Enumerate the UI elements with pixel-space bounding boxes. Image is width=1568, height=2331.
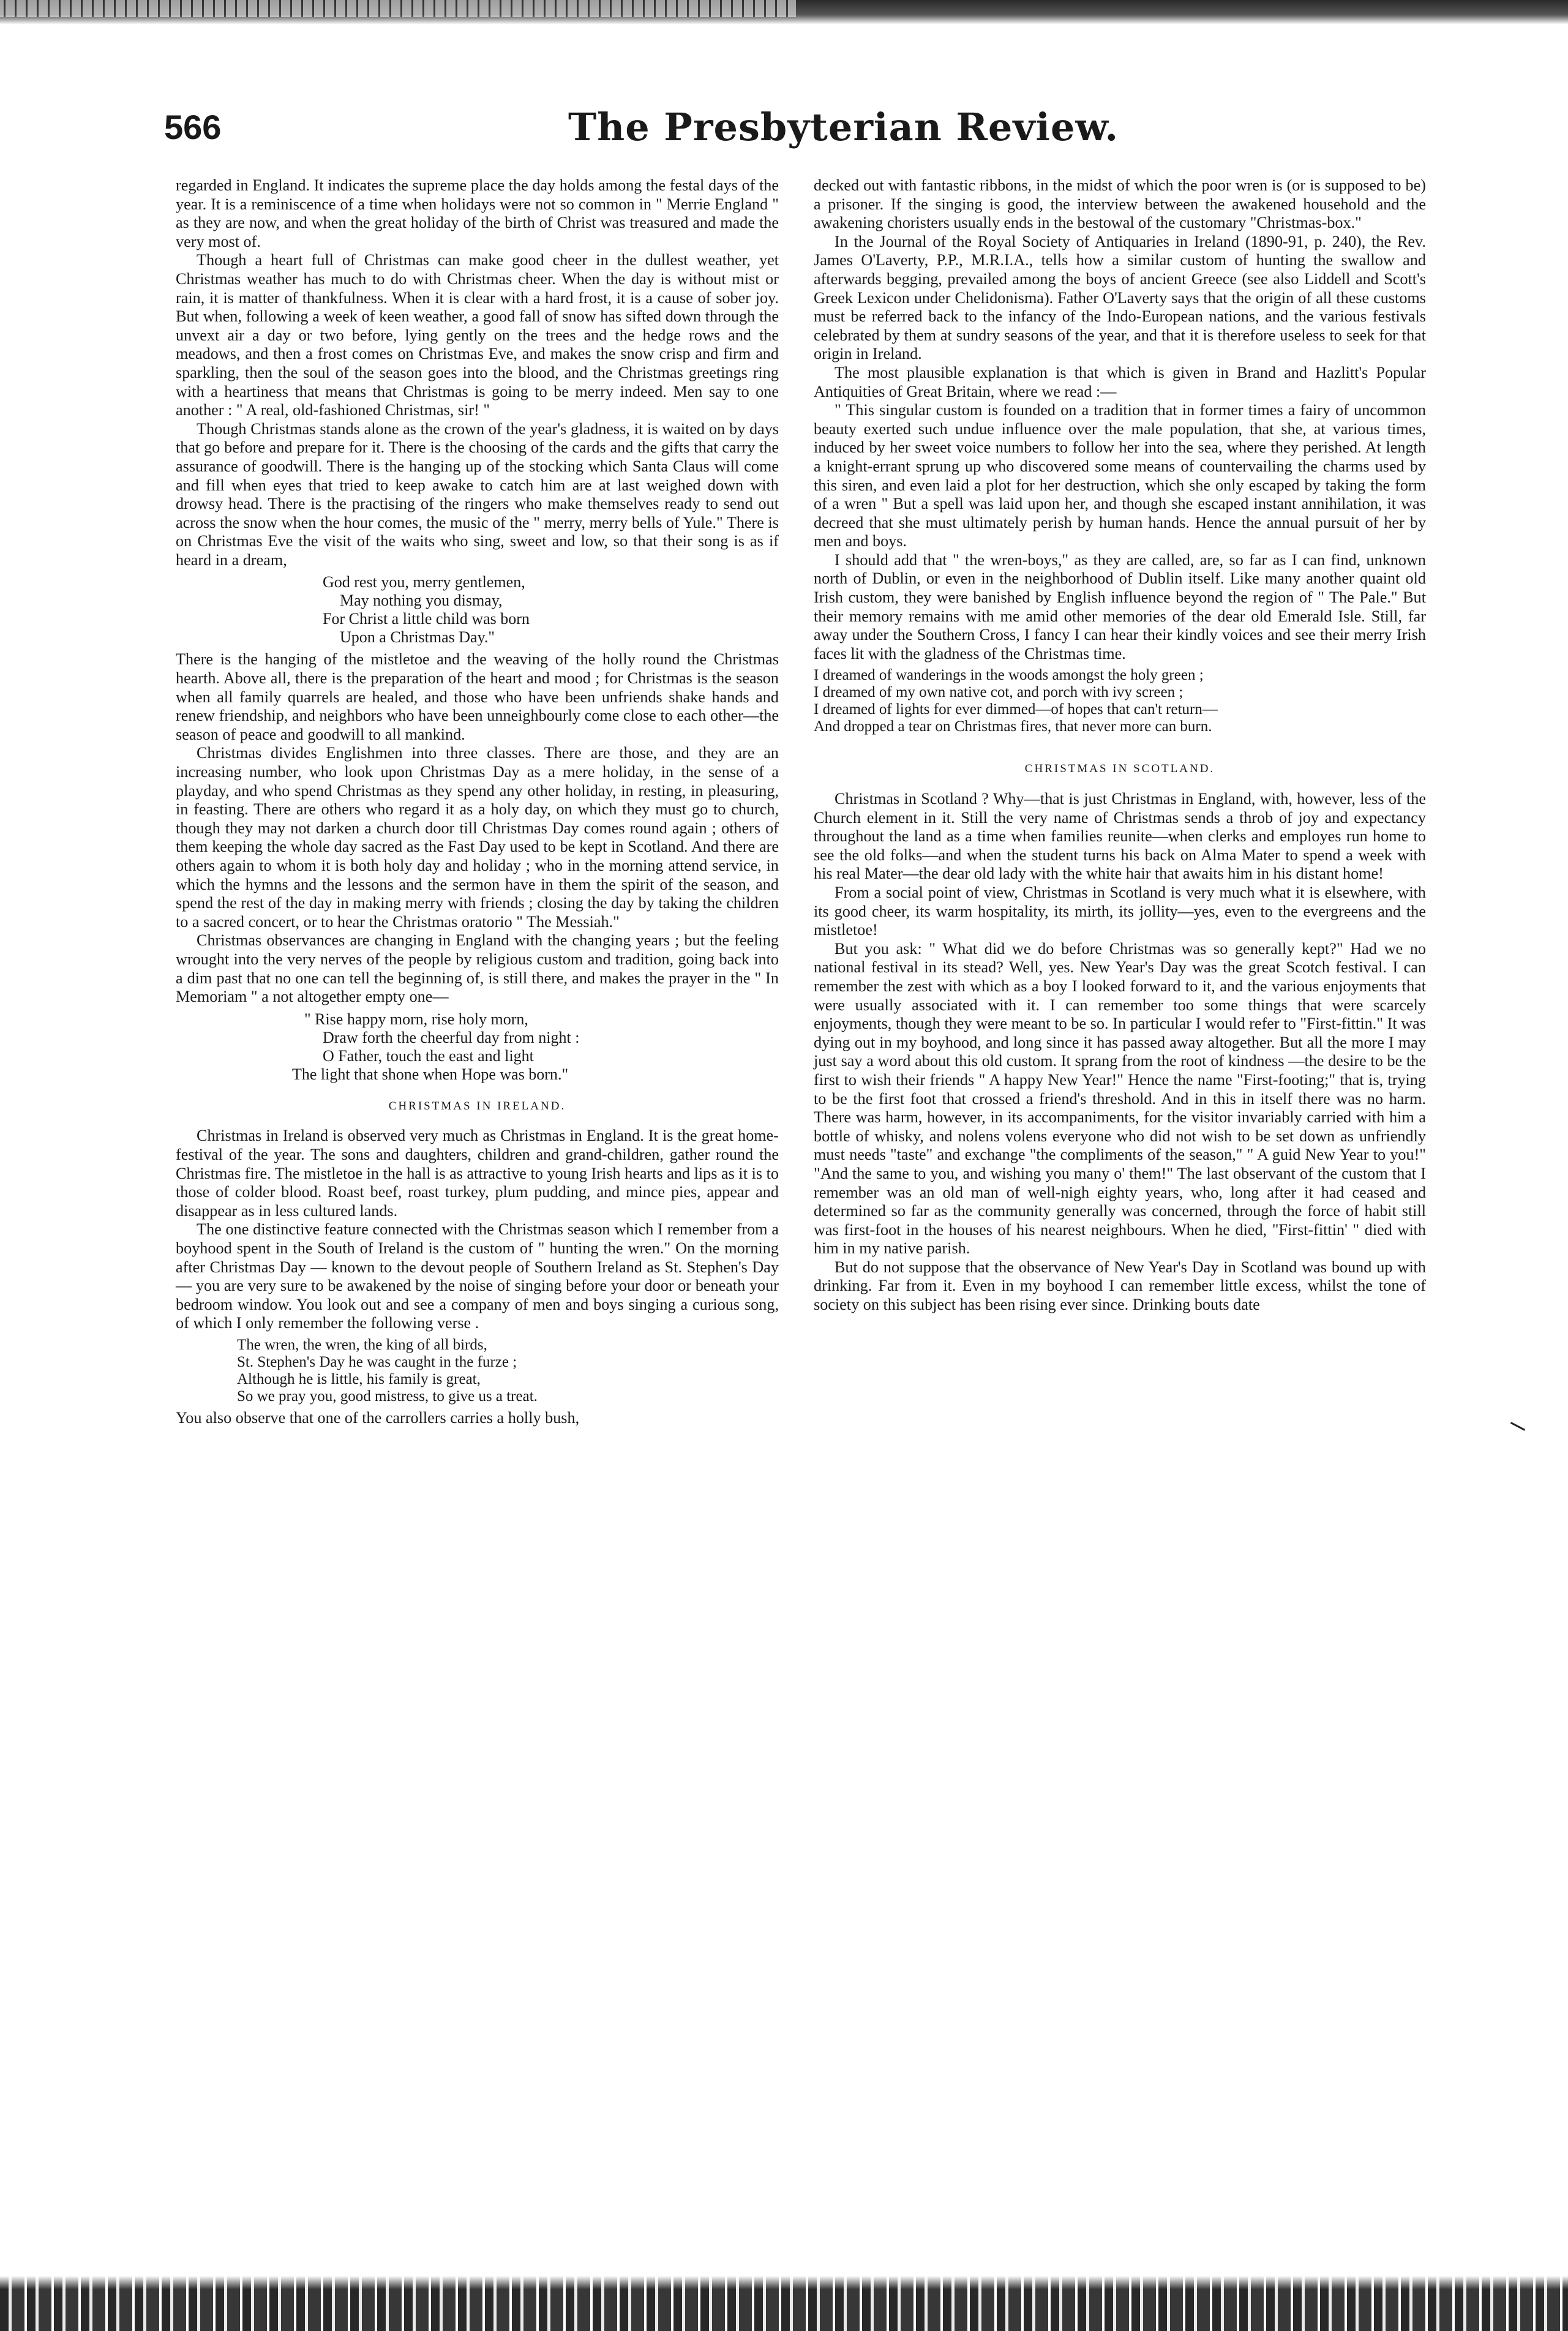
verse-line: So we pray you, good mistress, to give us a treat. — [237, 1387, 538, 1405]
verse-line: May nothing you dismay, — [340, 591, 503, 610]
verse-line: St. Stephen's Day he was caught in the furze ; — [237, 1353, 517, 1370]
verse-line: I dreamed of my own native cot, and porch with ivy screen ; — [814, 684, 1184, 701]
verse-line: O Father, touch the east and light — [323, 1046, 534, 1065]
scan-top-edge — [0, 0, 1568, 24]
verse-line: For Christ a little child was born — [323, 610, 530, 628]
paragraph: Though a heart full of Christmas can make good cheer in the dullest weather, yet Christmas weather has much to do with Christmas cheer. When the day is without mist or rain, it is matter of thankfulness. When it is clear with a hard frost, it is a cause of sober joy. But when, following a week of keen weather, a good fall of snow has sifted down through the unvext air a day or two before, lying gently on the trees and the hedge rows and the meadows, and then a frost comes on Christmas Eve, and makes the snow crisp and firm and sparkling, then the soul of the season goes into the blood, and the Christmas greetings ring with a heartiness that means that Christmas is going to be merry indeed. Men say to one another : " A real, old-fashioned Christmas, sir! " — [176, 251, 779, 419]
paragraph: Though Christmas stands alone as the crown of the year's gladness, it is waited on by days that go before and prepare for it. There is the choosing of the cards and the gifts that carry the assurance of goodwill. There is the hanging up of the stocking which Santa Claus will come and fill when eyes that tried to keep awake to catch him are at last weighed down with drowsy head. There is the practising of the ringers who make themselves ready to send out across the snow when the hour comes, the music of the " merry, merry bells of Yule." There is on Christmas Eve the visit of the waits who sing, sweet and low, so that their song is as if heard in a dream, — [176, 419, 779, 569]
paragraph: " This singular custom is founded on a tradition that in former times a fairy of uncommon beauty exerted such undue influence over the male population, that she, at various times, induced by her sweet voice numbers to follow her into the sea, where they perished. At length a knight-errant sprung up who discovered some means of countervailing the charms used by this siren, and even laid a plot for her destruction, which she only escaped by taking the form of a wren " But a spell was laid upon her, and though she escaped instant annihilation, it was decreed that she must ultimately perish by human hands. Hence the annual pursuit of her by men and boys. — [814, 401, 1426, 550]
verse-line: And dropped a tear on Christmas fires, that never more can burn. — [814, 718, 1212, 735]
paragraph: In the Journal of the Royal Society of Antiquaries in Ireland (1890-91, p. 240), the Rev. James O'Laverty, P.P., M.R.I.A., tells how a similar custom of hunting the swallow and afterwards begging, prevailed among the boys of ancient Greece (see also Liddell and Scott's Greek Lexicon under Chelidonisma). Father O'Laverty says that the origin of all these customs must be referred back to the infancy of the Indo-European nations, and the various festivals celebrated by them at sundry seasons of the year, and that it is therefore useless to seek for that origin in Ireland. — [814, 232, 1426, 363]
left-column — [176, 176, 779, 1427]
paragraph: From a social point of view, Christmas in Scotland is very much what it is elsewhere, with its good cheer, its warm hospitality, its mirth, its jollity—yes, even to the evergreens and the mistletoe! — [814, 884, 1426, 939]
paragraph: The one distinctive feature connected with the Christmas season which I remember from a boyhood spent in the South of Ireland is the custom of " hunting the wren." On the morning after Christmas Day — known to the devout people of Southern Ireland as St. Stephen's Day — you are very sure to be awakened by the noise of singing before your door or beneath your bedroom window. You look out and see a company of men and boys singing a curious song, of which I only remember the following verse . — [176, 1220, 779, 1332]
verse-line: Upon a Christmas Day." — [340, 628, 495, 647]
right-column — [814, 176, 1426, 1315]
scan-bottom-edge — [0, 2276, 1568, 2331]
verse-dreamed — [814, 667, 1426, 735]
paragraph: Christmas in Ireland is observed very much as Christmas in England. It is the great home-festival of the year. The sons and daughters, children and grand-children, gather round the Christmas fire. The mistletoe in the hall is as attractive to young Irish hearts and lips as it is to those of colder blood. Roast beef, roast turkey, plum pudding, and mince pies, appear and disappear as in less cultured lands. — [176, 1127, 779, 1220]
margin-mark — [1510, 1422, 1525, 1431]
paragraph: Christmas in Scotland ? Why—that is just Christmas in England, with, however, less of the Church element in it. Still the very name of Christmas sends a throb of joy and expectancy throughout the land as a time when families reunite—when clerks and employes run home to see the old folks—and when the student turns his back on Alma Mater to spend a week with his real Mater—the dear old lady with the white hair that awaits him in his distant home! — [814, 790, 1426, 883]
verse-line: God rest you, merry gentlemen, — [323, 573, 525, 591]
verse-line: " Rise happy morn, rise holy morn, — [304, 1010, 528, 1028]
section-heading-scotland: CHRISTMAS IN SCOTLAND. — [1024, 762, 1215, 776]
scan-bottom-fade — [0, 2276, 1568, 2289]
paragraph: But you ask: " What did we do before Christmas was so generally kept?" Had we no national festival in its stead? Well, yes. New Year's Day was the great Scotch festival. I can remember the zest with which as a boy I looked forward to it, and the various enjoyments that were usually associated with it. I can remember too some things that were scarcely enjoyments, though they were meant to be so. In particular I would refer to "First-fittin." It was dying out in my boyhood, and long since it has passed away altogether. But all the more I may just say a word about this old custom. It sprang from the root of kindness —the desire to be the first to wish their friends " A happy New Year!" Hence the name "First-footing;" that is, trying to be the first foot that crossed a friend's threshold. And in this in itself there was no harm. There was harm, however, in its accompaniments, for the visitor invariably carried with him a bottle of whisky, and nolens volens everyone who did not wish to be set down as unfriendly must needs "taste" and exchange "the compliments of the season," " A guid New Year to you!" "And the same to you, and wishing you many o' them!" The last observant of the custom that I remember was an old man of well-nigh eighty years, who, long after it had ceased and determined so far as the community generally was concerned, through the force of habit still was first-foot in the houses of his nearest neighbours. When he died, "First-fittin' " died with him in my native parish. — [814, 939, 1426, 1258]
paragraph: decked out with fantastic ribbons, in the midst of which the poor wren is (or is supposed to be) a prisoner. If the singing is good, the interview between the awakened household and the awakening choristers usually ends in the bestowal of the customary "Christmas-box." — [814, 176, 1426, 232]
paragraph: Christmas observances are changing in England with the changing years ; but the feeling wrought into the very nerves of the people by religious custom and tradition, going back into a dim past that no one can tell the beginning of, is still there, and makes the prayer in the " In Memoriam " a not altogether empty one— — [176, 931, 779, 1006]
verse-line: Although he is little, his family is great, — [237, 1370, 481, 1387]
paragraph: But do not suppose that the observance of New Year's Day in Scotland was bound up with drinking. Far from it. Even in my boyhood I can remember little excess, whilst the tone of society on this subject has been rising ever since. Drinking bouts date — [814, 1258, 1426, 1314]
paragraph: I should add that " the wren-boys," as they are called, are, so far as I can find, unknown north of Dublin, or even in the neighborhood of Dublin itself. Like many another quaint old Irish custom, they were banished by English influence beyond the region of " The Pale." But their memory remains with me amid other memories of the dear old Emerald Isle. Still, far away under the Southern Cross, I fancy I can hear their kindly voices and see their merry Irish faces lit with the gladness of the Christmas time. — [814, 550, 1426, 663]
verse-line: Draw forth the cheerful day from night : — [323, 1028, 580, 1046]
verse-line: I dreamed of wanderings in the woods amongst the holy green ; — [814, 667, 1204, 684]
verse-wren-song — [237, 1337, 779, 1405]
paragraph: You also observe that one of the carrollers carries a holly bush, — [176, 1408, 580, 1427]
running-title: The Presbyterian Review. — [568, 105, 1119, 149]
verse-line: The wren, the wren, the king of all birds, — [237, 1336, 487, 1353]
paragraph: There is the hanging of the mistletoe and the weaving of the holly round the Christmas hearth. Above all, there is the preparation of the heart and mood ; for Christmas is the season when all family quarrels are healed, and those who have been unfriends shake hands and renew friendship, and neighbors who have been unneighbourly come close to each other—the season of peace and goodwill to all mankind. — [176, 650, 779, 743]
verse-line: I dreamed of lights for ever dimmed—of hopes that can't return— — [814, 701, 1218, 718]
paragraph: The most plausible explanation is that which is given in Brand and Hazlitt's Popular Antiquities of Great Britain, where we read :— — [814, 363, 1426, 400]
paragraph: regarded in England. It indicates the supreme place the day holds among the festal days of the year. It is a reminiscence of a time when holidays were not so common in " Merrie England " as they are now, and when the great holiday of the birth of Christ was treasured and made the very most of. — [176, 176, 779, 250]
paragraph: Christmas divides Englishmen into three classes. There are those, and they are an increasing number, who look upon Christmas Day as a mere holiday, in the sense of a playday, and who spend Christmas as they spend any other holiday, in resting, in pleasuring, in feasting. There are others who regard it as a holy day, on which they must go to church, though they may not darken a church door till Christmas Day comes round again ; others of them keeping the whole day sacred as the Fast Day used to be kept in Scotland. And there are others again to whom it is both holy day and holiday ; who in the morning attend service, in which the hymns and the lessons and the sermon have in them the spirit of the season, and spend the rest of the day in making merry with friends ; closing the day by taking the children to a sacred concert, or to hear the Christmas oratorio " The Messiah." — [176, 744, 779, 931]
page-number: 566 — [164, 108, 222, 146]
verse-god-rest-you — [323, 573, 779, 647]
verse-line: The light that shone when Hope was born." — [292, 1065, 569, 1083]
page-header — [164, 107, 1468, 162]
verse-in-memoriam — [292, 1010, 779, 1084]
scan-top-noise — [0, 0, 796, 17]
section-heading-ireland: CHRISTMAS IN IRELAND. — [388, 1099, 566, 1113]
